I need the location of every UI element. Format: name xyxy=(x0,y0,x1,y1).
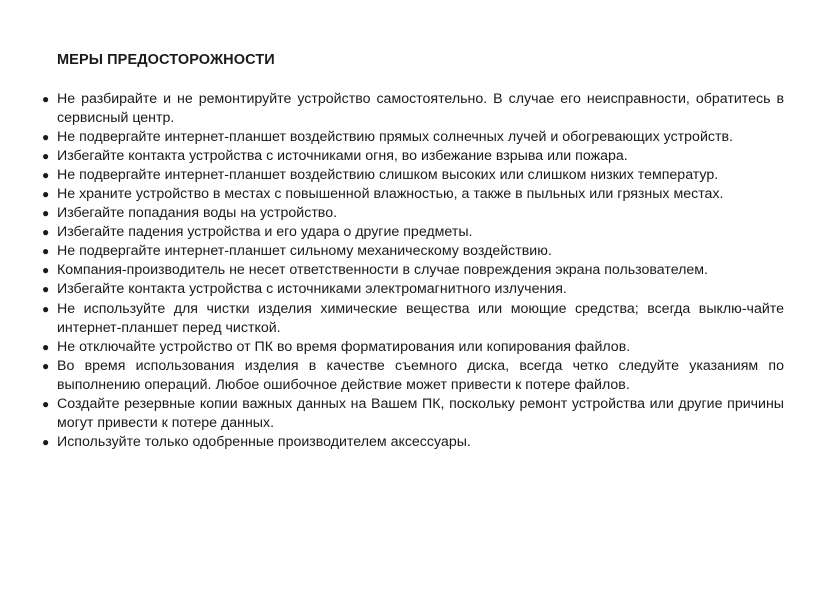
list-item-text: Компания-производитель не несет ответственности в случае повреждения экрана пользователем. xyxy=(57,262,708,279)
bullet-icon: ● xyxy=(42,301,50,316)
list-item-text: Не отключайте устройство от ПК во время форматирования или копирования файлов. xyxy=(57,338,631,355)
precautions-list xyxy=(42,90,784,452)
list-item xyxy=(42,261,784,280)
list-item-text: Создайте резервные копии важных данных на Вашем ПК, поскольку ремонт устройства или другие причины могут привести к потере данных. xyxy=(57,395,784,431)
bullet-icon: ● xyxy=(42,396,50,411)
bullet-icon: ● xyxy=(42,244,50,259)
list-item-text: Не храните устройство в местах с повышенной влажностью, а также в пыльных или грязных местах. xyxy=(57,186,724,203)
list-item xyxy=(42,300,784,338)
bullet-icon: ● xyxy=(42,339,50,354)
list-item-text: Избегайте контакта устройства с источниками огня, во избежание взрыва или пожара. xyxy=(57,148,628,165)
list-item xyxy=(42,223,784,242)
list-item xyxy=(42,185,784,204)
bullet-icon: ● xyxy=(42,187,50,202)
list-item-text: Используйте только одобренные производителем аксессуары. xyxy=(57,433,471,450)
precautions-page xyxy=(42,52,784,452)
list-item-text: Не подвергайте интернет-планшет воздействию слишком высоких или слишком низких температур. xyxy=(57,167,719,184)
list-item xyxy=(42,395,784,433)
bullet-icon: ● xyxy=(42,168,50,183)
list-item xyxy=(42,280,784,299)
list-item xyxy=(42,90,784,128)
list-item-text: Во время использования изделия в качестве съемного диска, всегда четко следуйте указаниям по выполнению операций. Любое ошибочное действие может привести к потере файлов. xyxy=(57,357,784,393)
bullet-icon: ● xyxy=(42,434,50,449)
bullet-icon: ● xyxy=(42,206,50,221)
list-item-text: Не подвергайте интернет-планшет сильному механическому воздействию. xyxy=(57,243,552,260)
list-item xyxy=(42,357,784,395)
list-item-text: Избегайте контакта устройства с источниками электромагнитного излучения. xyxy=(57,281,567,298)
bullet-icon: ● xyxy=(42,225,50,240)
list-item-text: Не подвергайте интернет-планшет воздействию прямых солнечных лучей и обогревающих устройств. xyxy=(57,129,733,146)
bullet-icon: ● xyxy=(42,130,50,145)
list-item xyxy=(42,166,784,185)
list-item-text: Не используйте для чистки изделия химические вещества или моющие средства; всегда выклю-чайте интернет-планшет перед чисткой. xyxy=(57,300,784,336)
list-item-text: Избегайте попадания воды на устройство. xyxy=(57,205,338,222)
bullet-icon: ● xyxy=(42,282,50,297)
list-item xyxy=(42,204,784,223)
list-item-text: Не разбирайте и не ремонтируйте устройство самостоятельно. В случае его неисправности, обратитесь в сервисный центр. xyxy=(57,91,784,127)
bullet-icon: ● xyxy=(42,263,50,278)
bullet-icon: ● xyxy=(42,149,50,164)
list-item-text: Избегайте падения устройства и его удара о другие предметы. xyxy=(57,224,473,241)
bullet-icon: ● xyxy=(42,358,50,373)
list-item xyxy=(42,338,784,357)
list-item xyxy=(42,147,784,166)
list-item xyxy=(42,242,784,261)
page-title: МЕРЫ ПРЕДОСТОРОЖНОСТИ xyxy=(57,52,275,68)
bullet-icon: ● xyxy=(42,92,50,106)
list-item xyxy=(42,128,784,147)
list-item xyxy=(42,433,784,452)
